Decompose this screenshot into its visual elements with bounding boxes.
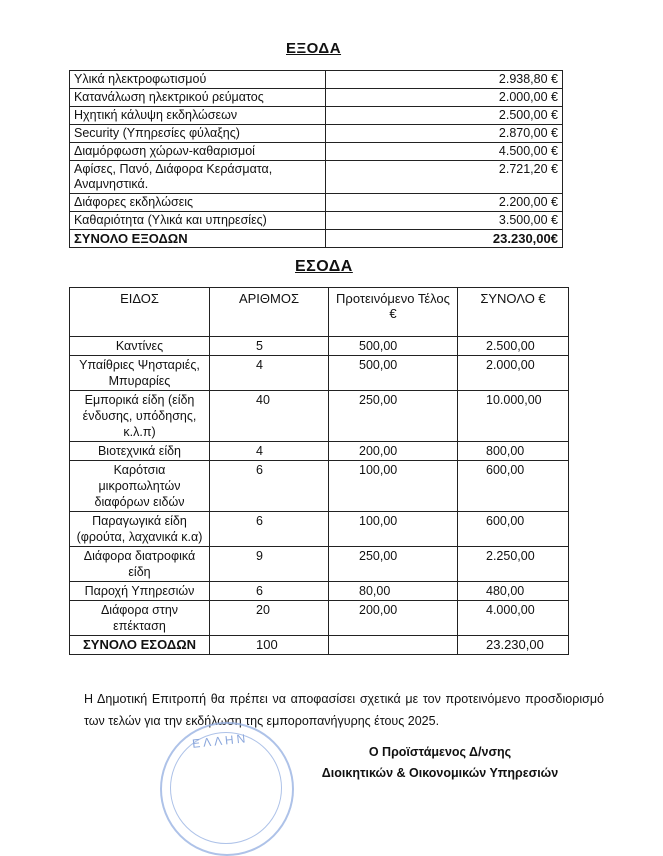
- income-title: ΕΣΟΔΑ: [295, 258, 353, 275]
- income-kind: Διάφορα διατροφικά είδη: [70, 547, 210, 582]
- expense-amount: 2.500,00 €: [325, 107, 562, 125]
- expense-amount: 2.000,00 €: [325, 89, 562, 107]
- income-total-number: 100: [210, 636, 329, 655]
- income-number: 6: [210, 461, 329, 512]
- expense-row: [70, 125, 563, 143]
- expense-label: Κατανάλωση ηλεκτρικού ρεύματος: [70, 89, 326, 107]
- income-number: 9: [210, 547, 329, 582]
- expense-amount: 2.721,20 €: [325, 161, 562, 194]
- income-row: [70, 391, 569, 442]
- income-table: [69, 287, 569, 655]
- income-number: 4: [210, 356, 329, 391]
- income-fee: 100,00: [329, 512, 458, 547]
- expenses-total-row: [70, 230, 563, 248]
- expense-label: Διαμόρφωση χώρων-καθαρισμοί: [70, 143, 326, 161]
- income-row: [70, 337, 569, 356]
- income-number: 20: [210, 601, 329, 636]
- income-total: 480,00: [458, 582, 569, 601]
- income-fee: 500,00: [329, 337, 458, 356]
- official-stamp: [160, 722, 294, 856]
- income-number: 4: [210, 442, 329, 461]
- expense-label: Υλικά ηλεκτροφωτισμού: [70, 71, 326, 89]
- expenses-total-label: ΣΥΝΟΛΟ ΕΞΟΔΩΝ: [70, 230, 326, 248]
- expenses-table: [69, 70, 563, 248]
- income-number: 40: [210, 391, 329, 442]
- header-fee: Προτεινόμενο Τέλος €: [329, 288, 458, 337]
- income-row: [70, 601, 569, 636]
- income-kind: Υπαίθριες Ψησταριές, Μπυραρίες: [70, 356, 210, 391]
- expense-row: [70, 89, 563, 107]
- income-total-label: ΣΥΝΟΛΟ ΕΣΟΔΩΝ: [70, 636, 210, 655]
- income-number: 5: [210, 337, 329, 356]
- income-total: 2.500,00: [458, 337, 569, 356]
- stamp-text: ΕΛΛΗΝ: [191, 731, 249, 751]
- expense-row: [70, 143, 563, 161]
- income-fee: 100,00: [329, 461, 458, 512]
- expense-label: Αφίσες, Πανό, Διάφορα Κεράσματα, Αναμνηστικά.: [70, 161, 326, 194]
- expense-row: [70, 212, 563, 230]
- income-total: 2.250,00: [458, 547, 569, 582]
- expense-amount: 3.500,00 €: [325, 212, 562, 230]
- income-fee: 250,00: [329, 391, 458, 442]
- expense-amount: 2.200,00 €: [325, 194, 562, 212]
- income-total: 600,00: [458, 461, 569, 512]
- income-kind: Παροχή Υπηρεσιών: [70, 582, 210, 601]
- income-total-row: [70, 636, 569, 655]
- expense-row: [70, 161, 563, 194]
- income-kind: Εμπορικά είδη (είδη ένδυσης, υπόδησης, κ.λ.π): [70, 391, 210, 442]
- income-row: [70, 356, 569, 391]
- expense-row: [70, 194, 563, 212]
- income-total-amount: 23.230,00: [458, 636, 569, 655]
- stamp-inner-ring: [170, 732, 282, 844]
- income-kind: Καντίνες: [70, 337, 210, 356]
- income-row: [70, 442, 569, 461]
- income-fee: 200,00: [329, 442, 458, 461]
- expenses-total-amount: 23.230,00€: [325, 230, 562, 248]
- expense-row: [70, 107, 563, 125]
- income-total: 2.000,00: [458, 356, 569, 391]
- expense-amount: 2.870,00 €: [325, 125, 562, 143]
- income-kind: Βιοτεχνικά είδη: [70, 442, 210, 461]
- income-fee: 80,00: [329, 582, 458, 601]
- income-total: 600,00: [458, 512, 569, 547]
- income-total: 10.000,00: [458, 391, 569, 442]
- header-total: ΣΥΝΟΛΟ €: [458, 288, 569, 337]
- expenses-title: ΕΞΟΔΑ: [286, 40, 342, 57]
- expense-label: Security (Υπηρεσίες φύλαξης): [70, 125, 326, 143]
- income-row: [70, 582, 569, 601]
- income-number: 6: [210, 512, 329, 547]
- income-fee: 200,00: [329, 601, 458, 636]
- income-total: 800,00: [458, 442, 569, 461]
- expense-label: Καθαριότητα (Υλικά και υπηρεσίες): [70, 212, 326, 230]
- income-total-fee: [329, 636, 458, 655]
- expense-label: Ηχητική κάλυψη εκδηλώσεων: [70, 107, 326, 125]
- income-fee: 500,00: [329, 356, 458, 391]
- signature-block: [300, 742, 580, 784]
- expense-amount: 4.500,00 €: [325, 143, 562, 161]
- income-total: 4.000,00: [458, 601, 569, 636]
- signature-line-2: Διοικητικών & Οικονομικών Υπηρεσιών: [321, 766, 559, 780]
- income-kind: Καρότσια μικροπωλητών διαφόρων ειδών: [70, 461, 210, 512]
- income-kind: Διάφορα στην επέκταση: [70, 601, 210, 636]
- expense-row: [70, 71, 563, 89]
- header-number: ΑΡΙΘΜΟΣ: [210, 288, 329, 337]
- income-number: 6: [210, 582, 329, 601]
- income-row: [70, 461, 569, 512]
- expense-label: Διάφορες εκδηλώσεις: [70, 194, 326, 212]
- income-row: [70, 547, 569, 582]
- income-kind: Παραγωγικά είδη (φρούτα, λαχανικά κ.α): [70, 512, 210, 547]
- income-fee: 250,00: [329, 547, 458, 582]
- income-row: [70, 512, 569, 547]
- header-kind: ΕΙΔΟΣ: [70, 288, 210, 337]
- signature-line-1: Ο Προϊστάμενος Δ/νσης: [368, 745, 512, 759]
- committee-note: Η Δημοτική Επιτροπή θα πρέπει να αποφασίσει σχετικά με τον προτεινόμενο προσδιορισμό των τελών για την εκδήλωση της εμποροπανήγυρης έτους 2025.: [84, 692, 604, 728]
- income-header-row: [70, 288, 569, 337]
- expense-amount: 2.938,80 €: [325, 71, 562, 89]
